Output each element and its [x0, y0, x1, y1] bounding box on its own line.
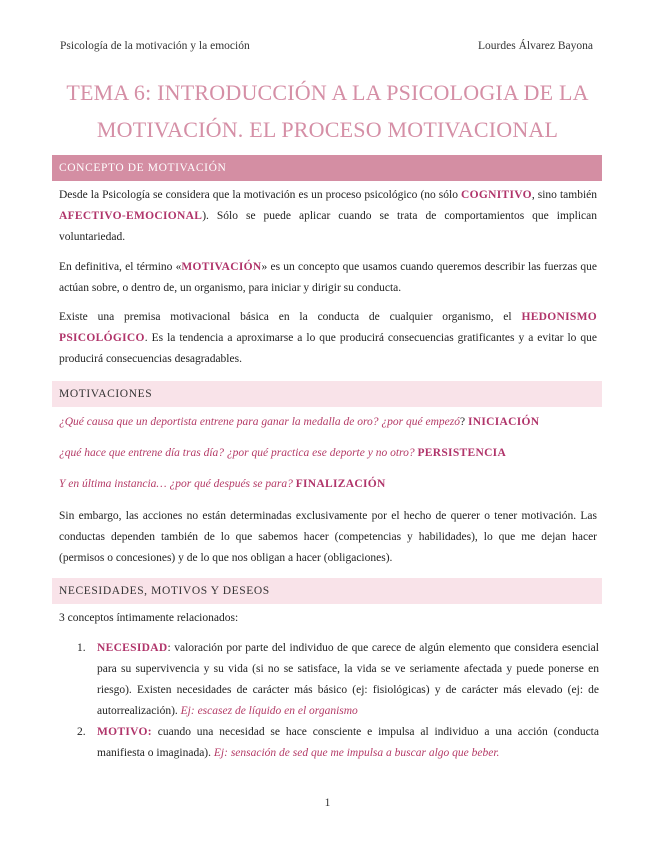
text-run: En definitiva, el término «: [59, 261, 182, 273]
label-persistencia: PERSISTENCIA: [417, 447, 507, 459]
item-example: Ej: escasez de líquido en el organismo: [180, 705, 358, 717]
question-finalizacion: [59, 474, 597, 495]
title-line-1: TEMA 6: INTRODUCCIÓN A LA PSICOLOGIA DE LA: [66, 80, 589, 105]
section-heading-motivaciones: MOTIVACIONES: [52, 381, 602, 407]
term-hedonismo-psicologico: HEDONISMO PSICOLÓGICO: [59, 311, 597, 344]
list-item-necesidad: [59, 638, 599, 722]
text-run: , sino también: [531, 189, 597, 201]
header-author: Lourdes Álvarez Bayona: [478, 40, 593, 52]
section-heading-necesidades: NECESIDADES, MOTIVOS Y DESEOS: [52, 578, 602, 604]
term-necesidad: NECESIDAD: [97, 642, 168, 654]
list-item-motivo: [59, 722, 599, 764]
term-motivacion: MOTIVACIÓN: [181, 261, 262, 273]
question-text: ¿Qué causa que un deportista entrene para ganar la medalla de oro? ¿por qué empezó: [59, 416, 460, 428]
paragraph-concepto-3: [59, 307, 597, 370]
label-iniciacion: INICIACIÓN: [467, 416, 540, 428]
paragraph-motivaciones: Sin embargo, las acciones no están determinadas exclusivamente por el hecho de querer o tener motivación. Las conductas dependen también de lo que sabemos hacer (competencias y habilidades), lo que me dejan hacer (permisos o concesiones) y de lo que nos obligan a hacer (obligaciones).: [59, 510, 597, 564]
term-cognitivo: COGNITIVO: [461, 189, 532, 201]
page-number: 1: [324, 797, 331, 809]
concepts-list: [59, 638, 599, 764]
question-text: ¿qué hace que entrene día tras día? ¿por qué practica ese deporte y no otro?: [59, 447, 415, 459]
term-afectivo-emocional: AFECTIVO-EMOCIONAL: [59, 210, 203, 222]
question-iniciacion: [59, 412, 597, 433]
page-title: [40, 74, 615, 148]
item-example: Ej: sensación de sed que me impulsa a buscar algo que beber.: [213, 747, 500, 759]
paragraph-concepto-1: [59, 185, 597, 248]
item-text: cuando una necesidad se hace consciente e impulsa al individuo a una acción (conducta manifiesta o imaginada).: [97, 726, 599, 759]
text-run: . Es la tendencia a aproximarse a lo que producirá consecuencias gratificantes y a evitar lo que producirá consecuencias desagradables.: [59, 332, 597, 365]
paragraph-concepto-2: [59, 257, 597, 299]
list-number: 2.: [77, 726, 86, 738]
question-persistencia: [59, 443, 597, 464]
label-finalizacion: FINALIZACIÓN: [295, 478, 386, 490]
question-text: Y en última instancia… ¿por qué después se para?: [59, 478, 293, 490]
title-line-2: MOTIVACIÓN. EL PROCESO MOTIVACIONAL: [96, 117, 559, 142]
section-heading-concepto: CONCEPTO DE MOTIVACIÓN: [52, 155, 602, 181]
item-text: : valoración por parte del individuo de que carece de algún elemento que considera esencial para su supervivencia y su vida (si no se satisface, la vida se ve seriamente afectada y puede ponerse en riesgo). Existen necesidades de carácter más básico (ej: fisiológicas) y de carácter más elevado (ej: de autorrealización).: [97, 642, 599, 717]
text-run: Desde la Psicología se considera que la motivación es un proceso psicológico (no sólo: [59, 189, 461, 201]
term-motivo: MOTIVO:: [97, 726, 152, 738]
header-course: Psicología de la motivación y la emoción: [60, 40, 250, 52]
paragraph-necesidades-intro: 3 conceptos íntimamente relacionados:: [59, 612, 239, 624]
list-number: 1.: [77, 642, 86, 654]
text-run: Existe una premisa motivacional básica en la conducta de cualquier organismo, el: [59, 311, 522, 323]
text-run: » es un concepto que usamos cuando queremos describir las fuerzas que actúan sobre, o dentro de, un organismo, para iniciar y dirigir su conducta.: [59, 261, 597, 294]
text-run: ). Sólo se puede aplicar cuando se trata de comportamientos que implican voluntariedad.: [59, 210, 597, 243]
text-run: ?: [459, 416, 468, 428]
